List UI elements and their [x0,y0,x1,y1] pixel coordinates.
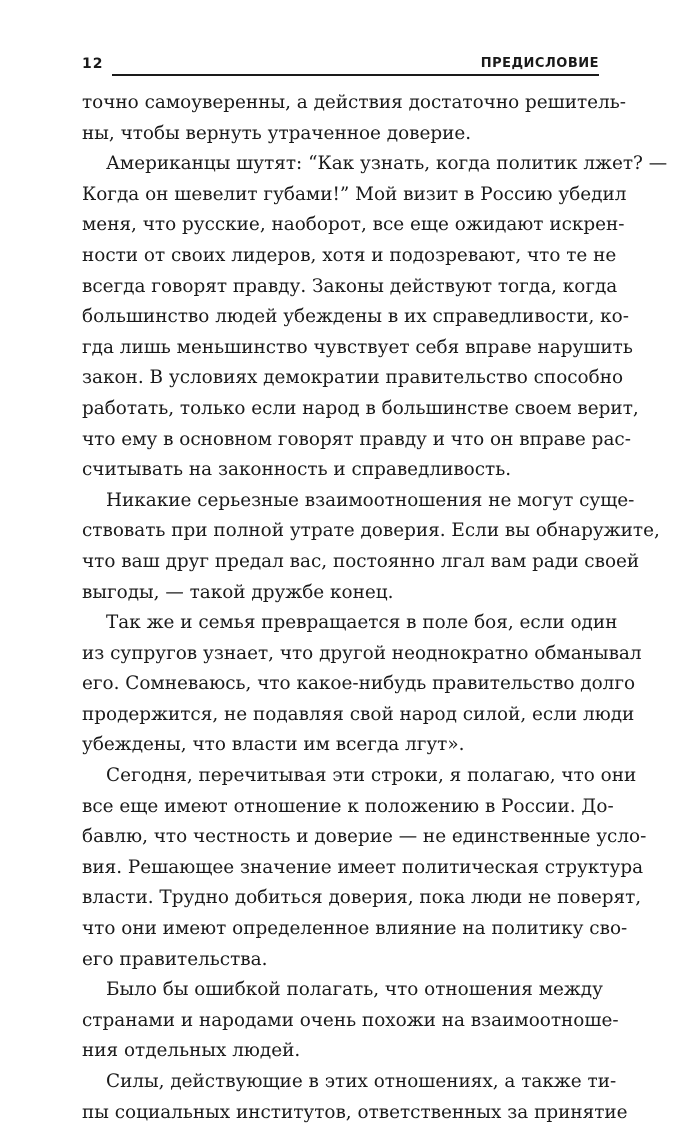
text-line: большинство людей убеждены в их справедливости, ко- [82,306,629,328]
text-line: всегда говорят правду. Законы действуют тогда, когда [82,275,618,297]
text-line: бавлю, что честность и доверие — не единственные усло- [82,826,647,848]
text-line: пы социальных институтов, ответственных за принятие [82,1101,628,1123]
text-line: убеждены, что власти им всегда лгут». [82,734,465,756]
text-line: Когда он шевелит губами!” Мой визит в Россию убедил [82,183,627,205]
text-line: все еще имеют отношение к положению в России. До- [82,795,614,817]
running-title: ПРЕДИСЛОВИЕ [480,56,599,71]
text-line: считывать на законность и справедливость. [82,459,512,481]
text-line: гда лишь меньшинство чувствует себя вправе нарушить [82,336,633,358]
text-line: закон. В условиях демократии правительство способно [82,367,624,389]
text-line: продержится, не подавляя свой народ силой, если люди [82,703,635,725]
text-line: его. Сомневаюсь, что какое-нибудь правительство долго [82,673,636,695]
text-line: его правительства. [82,948,268,970]
text-line: власти. Трудно добиться доверия, пока люди не поверят, [82,887,642,909]
text-line: что они имеют определенное влияние на политику сво- [82,918,628,940]
text-line: вия. Решающее значение имеет политическая структура [82,856,644,878]
page-header [82,56,599,76]
body-text [82,88,668,1128]
text-line: меня, что русские, наоборот, все еще ожидают искрен- [82,214,625,236]
text-line: выгоды, — такой дружбе конец. [82,581,394,603]
text-line: ности от своих лидеров, хотя и подозревают, что те не [82,244,617,266]
text-line: что ему в основном говорят правду и что он вправе рас- [82,428,631,450]
text-line: Так же и семья превращается в поле боя, если один [106,612,618,634]
paragraph [82,608,642,761]
paragraph [82,88,626,149]
text-line: ния отдельных людей. [82,1040,301,1062]
text-line: Было бы ошибкой полагать, что отношения между [106,979,603,1001]
text-line: что ваш друг предал вас, постоянно лгал вам ради своей [82,550,640,572]
text-line: ны, чтобы вернуть утраченное доверие. [82,122,472,144]
text-line: ствовать при полной утрате доверия. Если вы обнаружите, [82,520,660,542]
paragraph [82,149,668,486]
paragraph [82,1067,628,1128]
text-line: точно самоуверенны, а действия достаточно решитель- [82,92,626,113]
page-number: 12 [82,56,104,72]
paragraph [82,975,619,1067]
text-line: из супругов узнает, что другой неоднократно обманывал [82,642,642,664]
header-rule [112,74,599,76]
text-line: Сегодня, перечитывая эти строки, я полагаю, что они [106,765,637,787]
text-line: Никакие серьезные взаимоотношения не могут суще- [106,489,635,511]
text-line: Американцы шутят: “Как узнать, когда политик лжет? — [106,153,668,175]
text-line: странами и народами очень похожи на взаимоотноше- [82,1009,619,1031]
text-line: Силы, действующие в этих отношениях, а также ти- [106,1071,617,1092]
paragraph [82,486,660,608]
paragraph [82,761,647,975]
text-line: работать, только если народ в большинстве своем верит, [82,397,639,419]
